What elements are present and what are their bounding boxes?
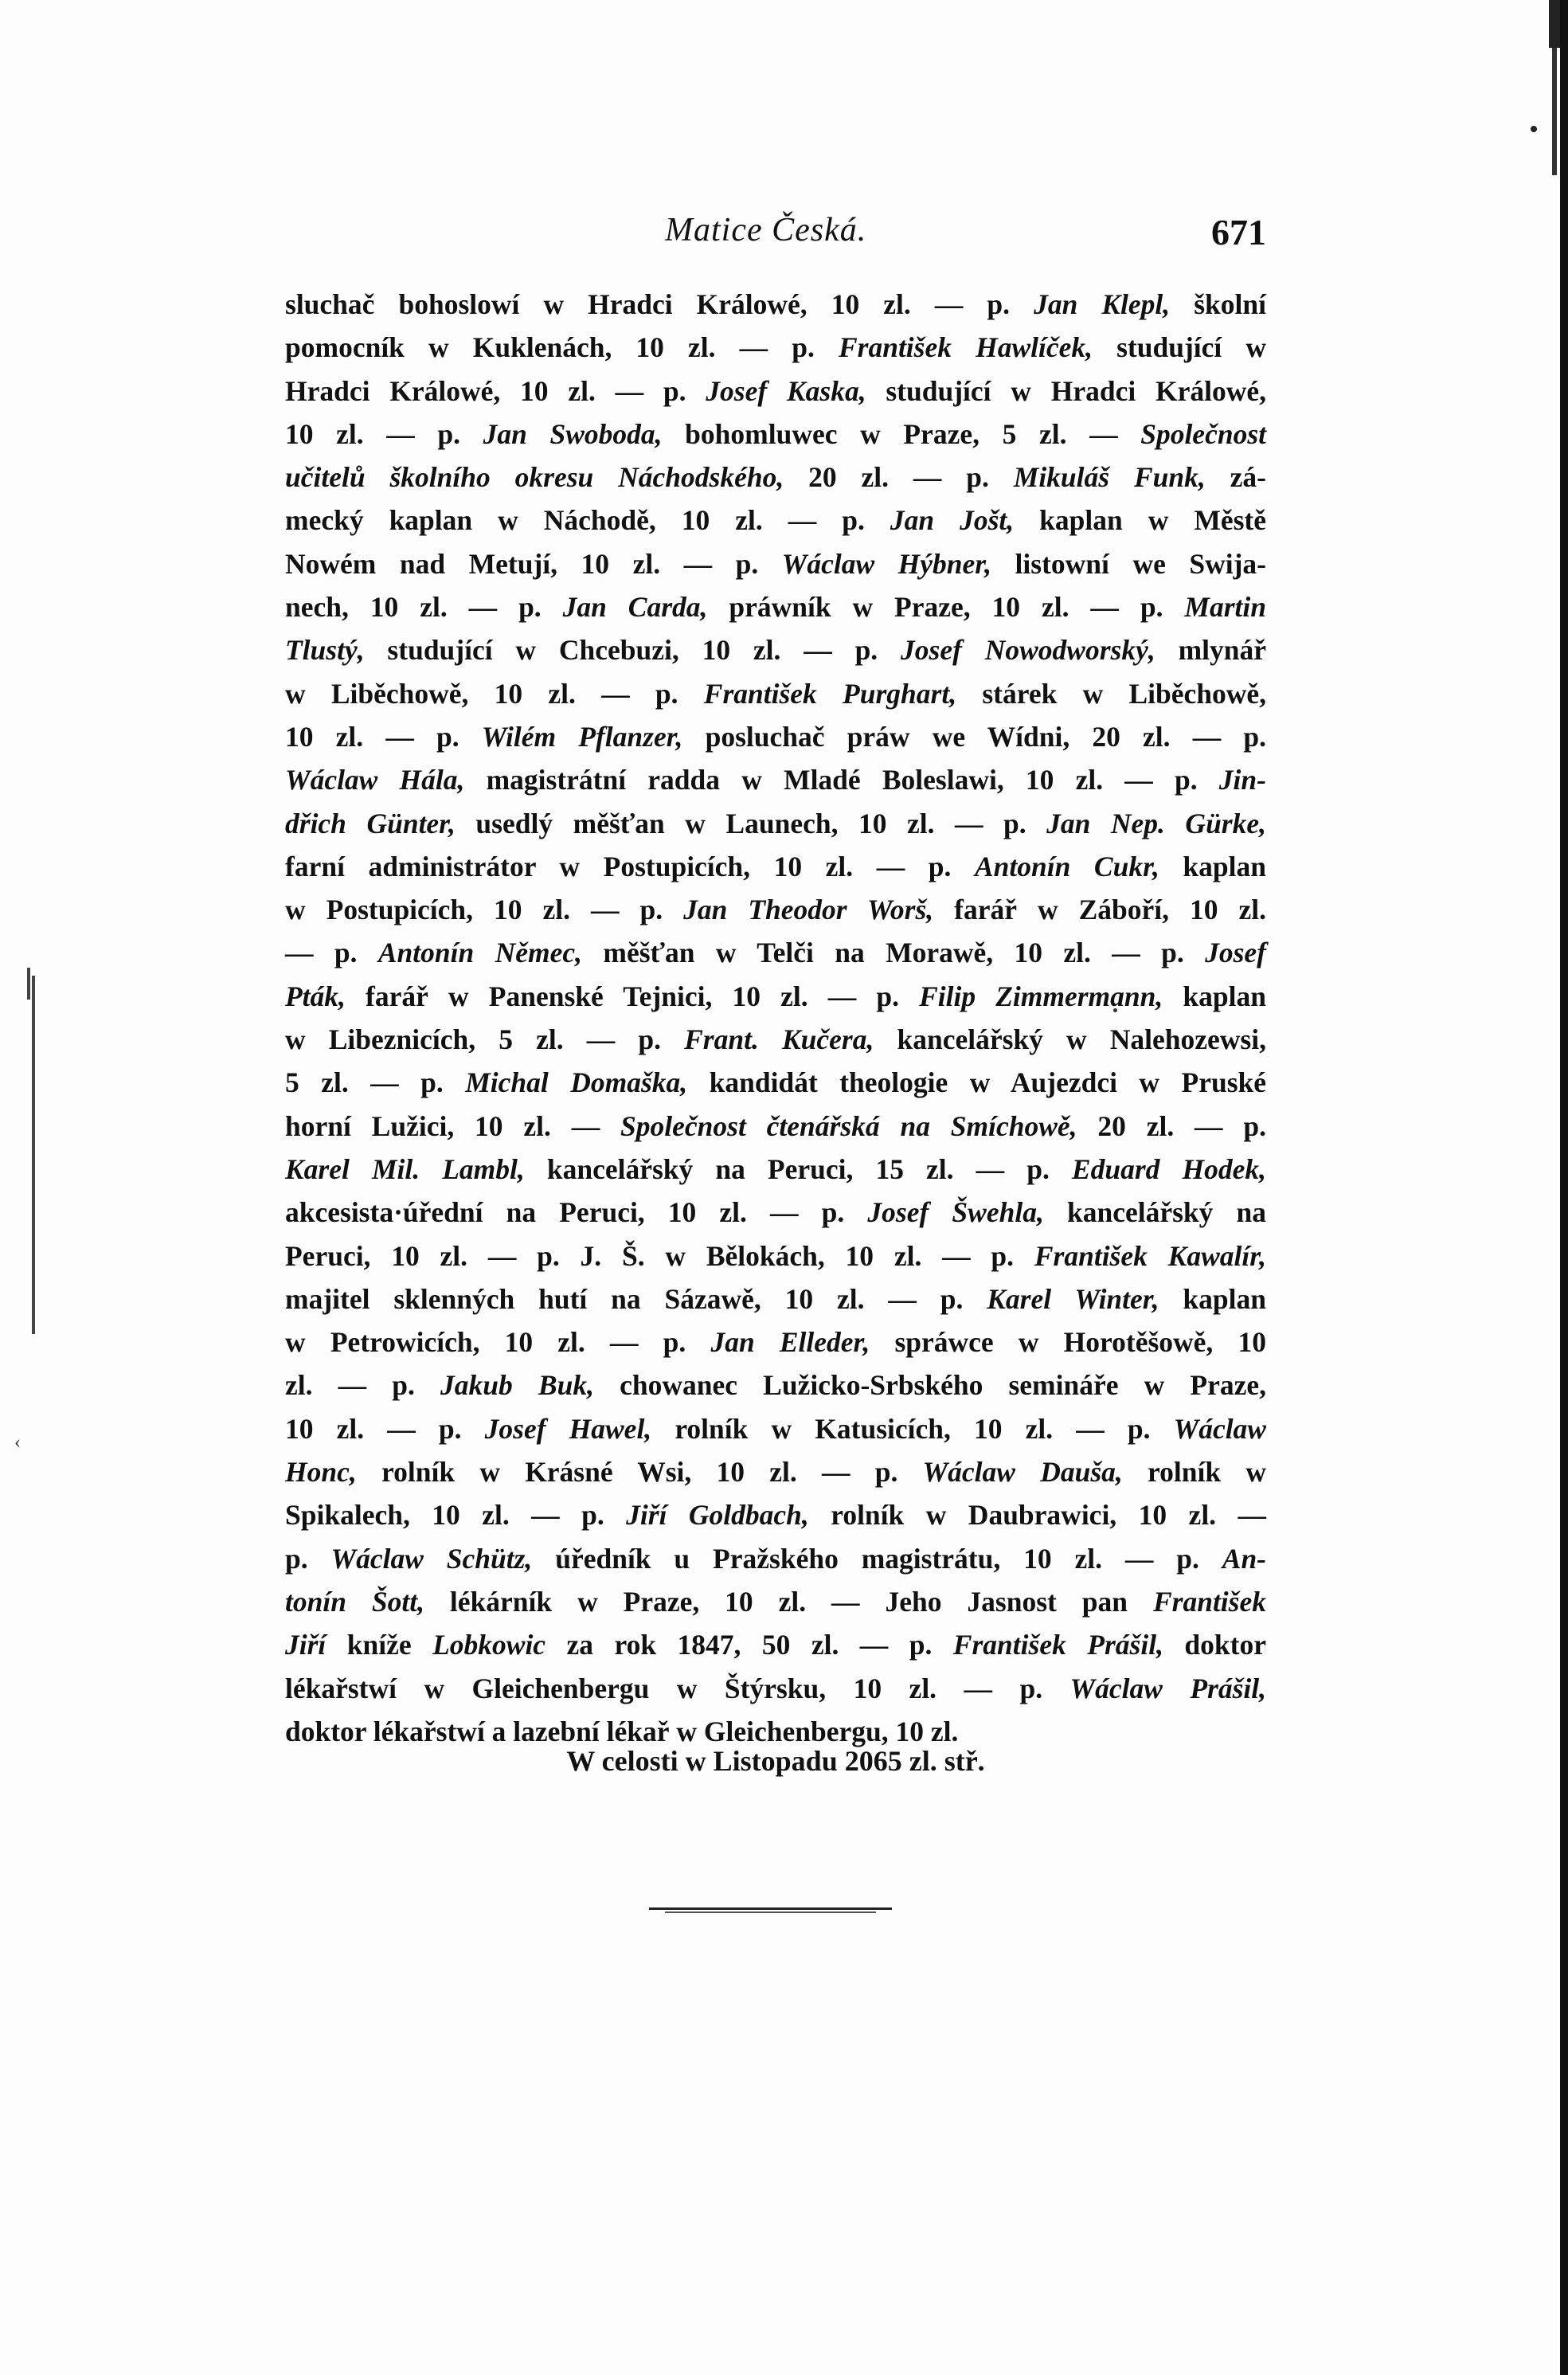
text-run: w Liběchowě, 10 zl. — p.: [285, 677, 704, 710]
text-run: doktor: [1163, 1629, 1266, 1661]
italic-name: Josef: [1205, 937, 1267, 969]
text-run: Hradci Králowé, 10 zl. — p.: [285, 374, 706, 407]
text-run: farář w Záboří, 10 zl.: [933, 894, 1266, 926]
text-run: za rok 1847, 50 zl. — p.: [545, 1629, 953, 1661]
italic-name: Společnost čtenářská na Smíchowě,: [620, 1109, 1077, 1142]
text-line: [285, 1191, 1266, 1234]
text-line: [285, 413, 1266, 456]
text-line: [285, 1061, 1266, 1104]
italic-name: Martin: [1184, 591, 1266, 624]
text-run: sluchač bohoslowí w Hradci Králowé, 10 zl. — p.: [285, 288, 1034, 320]
text-run: rolník w: [1122, 1456, 1266, 1489]
body-text: [285, 283, 1266, 1753]
text-line: [285, 672, 1266, 715]
text-run: Peruci, 10 zl. — p. J. Š. w Bělokách, 10 zl. — p.: [285, 1239, 1034, 1272]
scan-edge-shadow: [1552, 48, 1557, 175]
italic-name: Lobkowic: [432, 1629, 546, 1661]
text-line: [285, 1148, 1266, 1191]
text-run: studující w Hradci Králowé,: [866, 374, 1266, 407]
italic-name: Wáclaw Hála,: [285, 764, 465, 796]
italic-name: Jan Theodor Worš,: [683, 894, 934, 926]
text-run: mecký kaplan w Náchodě, 10 zl. — p.: [285, 504, 890, 537]
scan-edge-corner: [1549, 0, 1560, 48]
italic-name: František Prášil,: [952, 1629, 1163, 1661]
text-line: [285, 802, 1266, 845]
text-run: 10 zl. — p.: [285, 417, 483, 450]
text-line: [285, 585, 1266, 628]
italic-name: Wáclaw: [1173, 1412, 1266, 1445]
italic-name: František Hawlíček,: [838, 331, 1093, 364]
text-run: 20 zl. — p.: [784, 461, 1014, 494]
text-line: [285, 758, 1266, 801]
rule-line: [665, 1911, 876, 1913]
text-run: — p.: [285, 937, 378, 969]
italic-name: Antonín Cukr,: [974, 850, 1159, 882]
italic-name: Mikuláš Funk,: [1013, 461, 1206, 494]
text-run: rolník w Krásné Wsi, 10 zl. — p.: [356, 1456, 923, 1489]
italic-name: Josef Kaska,: [706, 374, 866, 407]
text-run: magistrátní radda w Mladé Boleslawi, 10 zl. — p.: [464, 764, 1219, 796]
text-line: [285, 542, 1266, 585]
text-line: [285, 1623, 1266, 1666]
text-run: kaplan: [1159, 1282, 1266, 1315]
text-line: [285, 1537, 1266, 1580]
text-line: [285, 1667, 1266, 1710]
italic-name: Josef Nowodworský,: [901, 634, 1155, 667]
text-run: 10 zl. — p.: [285, 1412, 485, 1445]
italic-name: Honc,: [285, 1456, 357, 1489]
scan-margin-mark: ‹: [14, 1432, 21, 1453]
italic-name: František: [1152, 1585, 1266, 1618]
text-line: [285, 283, 1266, 326]
text-run: rolník w Katusicích, 10 zl. — p.: [651, 1412, 1174, 1445]
running-title: Matice Česká.: [665, 212, 867, 248]
text-run: studující w: [1093, 331, 1267, 364]
italic-name: Karel Mil. Lambl,: [285, 1152, 525, 1185]
italic-name: Jiří Goldbach,: [626, 1499, 809, 1532]
text-run: kandidát theologie w Aujezdci w Pruské: [687, 1066, 1267, 1099]
text-run: pomocník w Kuklenách, 10 zl. — p.: [285, 331, 839, 364]
text-line: [285, 628, 1266, 671]
text-line: [285, 1364, 1266, 1407]
text-run: kaplan w Městě: [1014, 504, 1267, 537]
italic-name: Antonín Němec,: [377, 937, 583, 969]
text-run: 20 zl. — p.: [1077, 1109, 1266, 1142]
italic-name: Wáclaw Schütz,: [330, 1542, 533, 1575]
text-run: farář w Panenské Tejnici, 10 zl. — p.: [345, 980, 920, 1012]
text-run: farní administrátor w Postupicích, 10 zl. — p.: [285, 850, 975, 882]
text-run: bohomluwec w Praze, 5 zl. —: [662, 417, 1141, 450]
italic-name: František Kawalír,: [1034, 1239, 1266, 1272]
italic-name: Wilém Pflanzer,: [481, 720, 683, 753]
scan-speck: [1531, 126, 1537, 132]
italic-name: Jan Carda,: [562, 591, 708, 624]
text-line: [285, 975, 1266, 1018]
text-run: horní Lužici, 10 zl. —: [285, 1109, 621, 1142]
text-line: [285, 931, 1266, 974]
italic-name: Karel Winter,: [987, 1282, 1159, 1315]
italic-name: Filip Zimmermann,: [919, 980, 1163, 1012]
italic-name: Wáclaw Prášil,: [1069, 1672, 1266, 1704]
italic-name: Jakub Buk,: [440, 1369, 594, 1402]
text-run: lékařstwí w Gleichenbergu w Štýrsku, 10 zl. — p.: [285, 1672, 1070, 1704]
text-run: rolník w Daubrawici, 10 zl. —: [808, 1499, 1266, 1532]
text-run: listowní we Swija-: [991, 547, 1266, 580]
text-line: [285, 370, 1266, 413]
text-run: akcesista·úřední na Peruci, 10 zl. — p.: [285, 1196, 868, 1229]
total-line: W celosti w Listopadu 2065 zl. stř.: [566, 1745, 985, 1777]
running-header: [287, 211, 1266, 259]
italic-name: Jan Swoboda,: [483, 417, 663, 450]
text-run: Nowém nad Metují, 10 zl. — p.: [285, 547, 782, 580]
italic-name: Wáclaw Hýbner,: [781, 547, 992, 580]
italic-name: Jiří: [285, 1629, 327, 1661]
text-run: 10 zl. — p.: [285, 720, 482, 753]
text-line: [285, 1321, 1266, 1364]
text-run: Spikalech, 10 zl. — p.: [285, 1499, 627, 1532]
page-number: 671: [1211, 212, 1266, 252]
italic-name: František Purghart,: [703, 677, 957, 710]
italic-name: Společnost: [1140, 417, 1266, 450]
text-run: kancelářský na: [1043, 1196, 1267, 1229]
text-line: [285, 456, 1266, 499]
text-line: [285, 326, 1266, 369]
italic-name: Frant. Kučera,: [684, 1023, 874, 1056]
text-run: úředník u Pražského magistrátu, 10 zl. — p.: [532, 1542, 1222, 1575]
text-run: kancelářský na Peruci, 15 zl. — p.: [524, 1152, 1072, 1185]
text-run: w Postupicích, 10 zl. — p.: [285, 894, 684, 926]
text-run: p.: [285, 1542, 331, 1575]
italic-name: Jin-: [1218, 764, 1266, 796]
scan-margin-mark: [27, 968, 30, 1000]
italic-name: Tlustý,: [285, 634, 365, 667]
text-run: w Petrowicích, 10 zl. — p.: [285, 1326, 711, 1359]
text-run: školní: [1170, 288, 1267, 320]
text-run: kaplan: [1159, 850, 1267, 882]
italic-name: Jan Nep. Gürke,: [1046, 807, 1267, 839]
italic-name: An-: [1222, 1542, 1267, 1575]
text-line: [285, 845, 1266, 888]
text-run: zá-: [1205, 461, 1266, 494]
text-run: doktor lékařstwí a lazební lékař w Gleichenbergu, 10 zl.: [285, 1715, 959, 1747]
scan-edge-right: [1560, 0, 1568, 2375]
text-run: lékárník w Praze, 10 zl. — Jeho Jasnost pan: [424, 1585, 1153, 1618]
text-line: [285, 1407, 1266, 1450]
closing-rule: [649, 1907, 892, 1914]
italic-name: Eduard Hodek,: [1071, 1152, 1266, 1185]
text-line: [285, 1277, 1266, 1321]
text-line: [285, 1450, 1266, 1493]
italic-name: tonín Šott,: [285, 1585, 424, 1618]
italic-name: Pták,: [285, 980, 346, 1012]
text-line: [285, 499, 1266, 542]
scan-margin-mark: [32, 976, 35, 1334]
text-line: [285, 1105, 1266, 1148]
italic-name: Jan Jošt,: [890, 504, 1015, 537]
text-run: kancelářský w Nalehozewsi,: [874, 1023, 1266, 1056]
text-line: [285, 1018, 1266, 1061]
text-line: [285, 715, 1266, 758]
italic-name: Josef Hawel,: [484, 1412, 652, 1445]
text-line: [285, 888, 1266, 931]
text-run: kaplan: [1163, 980, 1266, 1012]
text-run: stárek w Liběchowě,: [956, 677, 1267, 710]
italic-name: Michal Domaška,: [465, 1066, 688, 1099]
text-run: majitel sklenných hutí na Sázawě, 10 zl. — p.: [285, 1282, 987, 1315]
italic-name: dřich Günter,: [285, 807, 456, 839]
italic-name: Jan Klepl,: [1034, 288, 1171, 320]
text-run: posluchač práw we Wídni, 20 zl. — p.: [682, 720, 1266, 753]
text-run: zl. — p.: [285, 1369, 441, 1402]
italic-name: Jan Elleder,: [710, 1326, 870, 1359]
rule-line: [649, 1907, 892, 1910]
text-run: práwník w Praze, 10 zl. — p.: [707, 591, 1185, 624]
text-run: chowanec Lužicko-Srbského semináře w Praze,: [593, 1369, 1266, 1402]
italic-name: Josef Šwehla,: [867, 1196, 1044, 1229]
text-line: [285, 1234, 1266, 1277]
text-run: 5 zl. — p.: [285, 1066, 466, 1099]
text-run: w Libeznicích, 5 zl. — p.: [285, 1023, 685, 1056]
text-run: mlynář: [1155, 634, 1267, 667]
italic-name: Wáclaw Dauša,: [922, 1456, 1123, 1489]
text-run: měšťan w Telči na Morawě, 10 zl. — p.: [582, 937, 1206, 969]
text-run: usedlý měšťan w Launech, 10 zl. — p.: [455, 807, 1047, 839]
text-run: spráwce w Horotěšowě, 10: [870, 1326, 1266, 1359]
text-line: [285, 1493, 1266, 1536]
italic-name: učitelů školního okresu Náchodského,: [285, 461, 784, 494]
text-run: kníže: [326, 1629, 433, 1661]
text-run: studující w Chcebuzi, 10 zl. — p.: [364, 634, 901, 667]
text-run: nech, 10 zl. — p.: [285, 591, 563, 624]
text-line: [285, 1580, 1266, 1623]
